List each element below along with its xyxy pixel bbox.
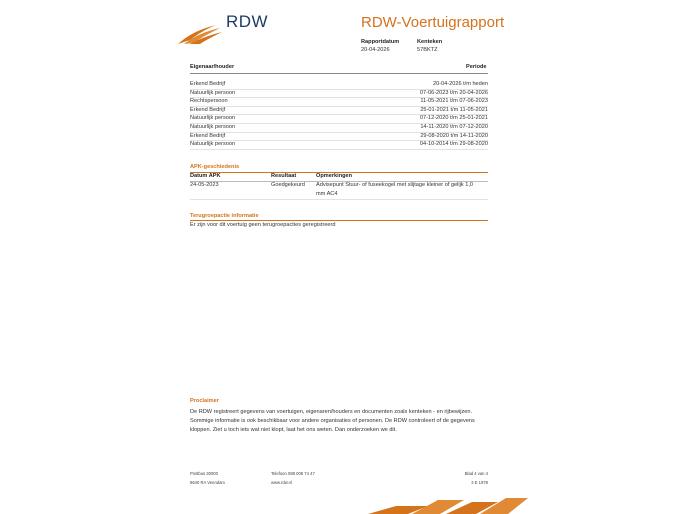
apk-date: 24-05-2023	[190, 182, 219, 188]
owner-type: Natuurlijk persoon	[190, 141, 236, 148]
recall-title-divider	[190, 220, 488, 221]
apk-row-divider	[190, 199, 488, 200]
owner-period: 04-10-2014 t/m 29-08-2020	[419, 141, 488, 148]
footer-page-number: Blad 4 van 4	[464, 471, 488, 476]
report-date-label: Rapportdatum	[361, 39, 400, 45]
disclaimer-text: De RDW registreert gegevens van voertuigen, eigenaren/houders en documenten zoals kenteken - en rijbewijzen. Sommige informatie is ook beschikbaar voor andere organisaties of personen. De RDW controleert of de gegevens kloppen. Ziet u toch iets wat niet klopt, laat het ons weten. Dan onderzoeken we dit.	[190, 409, 475, 433]
footer-address-line1: Postbus 30000	[190, 471, 218, 476]
owner-type: Erkend Bedrijf	[190, 106, 226, 113]
apk-result: Goedgekeurd	[271, 182, 305, 188]
owner-period: 20-04-2026 t/m heden	[432, 81, 488, 87]
owner-type: Natuurlijk persoon	[190, 89, 236, 96]
report-title: RDW-Voertuigrapport	[361, 14, 505, 31]
footer-code: 3 E 1978	[471, 480, 488, 485]
logo-text: RDW	[226, 12, 269, 31]
apk-remarks-line1: Advisepunt Stuur- of fuseekogel met slijtage kleiner of gelijk 1,0	[316, 182, 474, 188]
owner-type: Natuurlijk persoon	[190, 115, 236, 122]
apk-remarks-line2: mm AC4	[316, 191, 338, 197]
owner-column-header: Eigenaar/houder	[190, 64, 235, 70]
footer-website[interactable]: www.rdw.nl	[271, 480, 292, 485]
period-column-header: Periode	[466, 64, 487, 70]
owner-period: 07-12-2020 t/m 25-01-2021	[419, 115, 488, 122]
footer-phone: Telefoon 088 008 74 47	[271, 471, 315, 476]
footer-address-line2: 9640 RA Veendam	[190, 480, 225, 485]
recall-text: Er zijn voor dit voertuig geen terugroepacties geregistreerd	[190, 222, 336, 228]
disclaimer-title: Proclaimer	[190, 398, 219, 404]
recall-section-title: Terugroepactie informatie	[190, 213, 259, 219]
rdw-logo-icon	[176, 22, 224, 46]
owner-period: 25-01-2021 t/m 11-05-2021	[420, 106, 488, 113]
apk-remarks-header: Opmerkingen	[316, 173, 353, 179]
apk-result-header: Resultaat	[271, 173, 297, 179]
plate-label: Kenteken	[417, 39, 443, 45]
owner-period: 11-05-2021 t/m 07-06-2023	[420, 98, 488, 105]
owner-period: 29-08-2020 t/m 14-11-2020	[420, 132, 488, 139]
owner-period: 07-06-2023 t/m 20-04-2026	[419, 89, 488, 96]
plate-number: 57BKTZ	[417, 47, 438, 53]
apk-section-title: APK-geschiedenis	[190, 164, 240, 170]
owner-type: Rechtspersoon	[190, 98, 228, 105]
owner-type: Natuurlijk persoon	[190, 124, 236, 130]
owners-header-divider	[190, 73, 488, 74]
report-date: 20-04-2026	[361, 47, 390, 53]
apk-date-header: Datum APK	[190, 173, 221, 179]
owner-type: Erkend Bedrijf	[190, 81, 226, 87]
owner-period: 14-11-2020 t/m 07-12-2020	[420, 124, 488, 130]
rdw-stripes-decoration	[368, 496, 528, 514]
owner-row	[190, 140, 488, 150]
owner-type: Erkend Bedrijf	[190, 132, 226, 139]
